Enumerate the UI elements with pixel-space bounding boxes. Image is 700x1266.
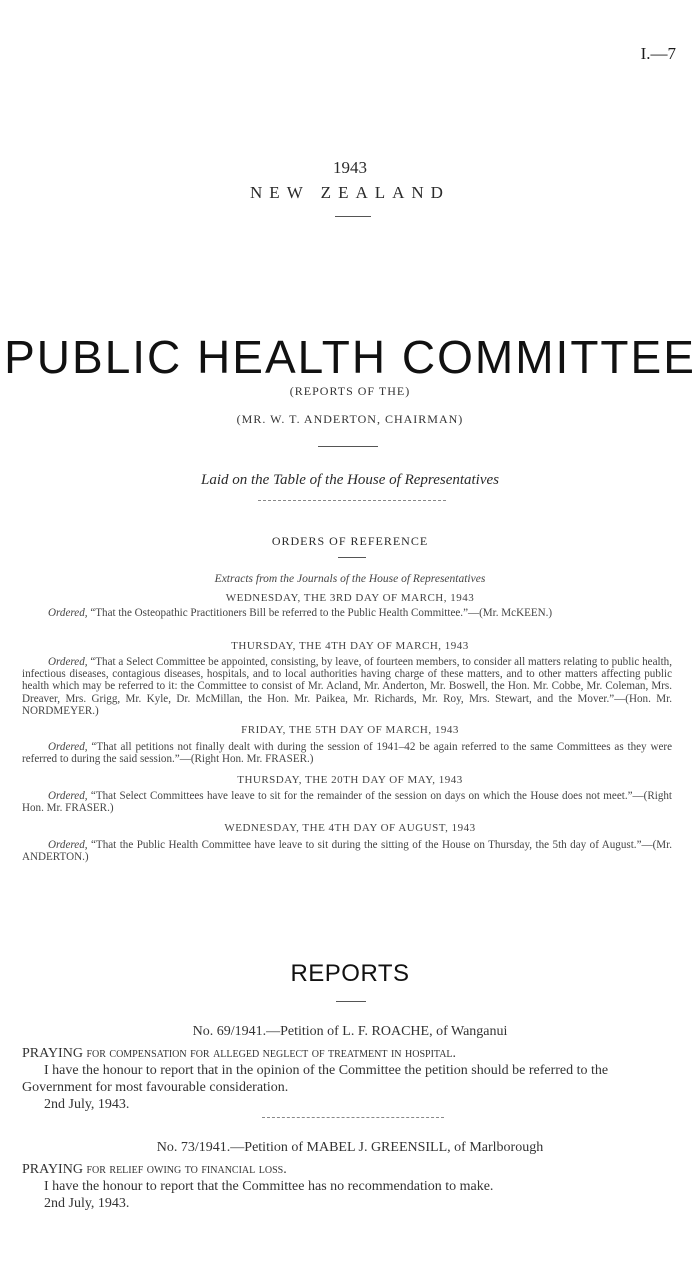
order-date: THURSDAY, THE 20TH DAY OF MAY, 1943 bbox=[237, 774, 463, 786]
chairman-line: (MR. W. T. ANDERTON, CHAIRMAN) bbox=[236, 412, 464, 426]
document-year: 1943 bbox=[333, 158, 367, 177]
divider bbox=[335, 216, 371, 217]
order-date: WEDNESDAY, THE 4TH DAY OF AUGUST, 1943 bbox=[224, 822, 476, 834]
divider bbox=[318, 446, 378, 447]
order-date: FRIDAY, THE 5TH DAY OF MARCH, 1943 bbox=[241, 724, 459, 736]
petition-praying: PRAYING for relief owing to financial loss. bbox=[22, 1162, 287, 1177]
order-text: Ordered, “That a Select Committee be appointed, consisting, by leave, of fourteen members, to consider all matters relating to public health, infectious diseases, contagious diseases, hospitals, and to local authorities having charge of these matters, and to other matters affecting public health which may be referred to it: the Committee to consist of Mr. Acland, Mr. Anderton, Mr. Boswell, the Hon. Mr. Cobbe, Mr. Coleman, Mrs. Dreaver, Mrs. Grigg, Mr. Kyle, Dr. McMillan, the Hon. Mr. Paikea, Mr. Richards, Mr. Roy, Mrs. Stewart, and the Mover.”—(Hon. Mr. NORDMEYER.) bbox=[22, 656, 672, 717]
petition-report: I have the honour to report that the Committee has no recommendation to make. bbox=[44, 1179, 494, 1194]
divider bbox=[336, 1001, 366, 1002]
order-date: THURSDAY, THE 4TH DAY OF MARCH, 1943 bbox=[231, 640, 469, 652]
order-text: Ordered, “That Select Committees have leave to sit for the remainder of the session on days on which the House does not meet.”—(Right Hon. Mr. FRASER.) bbox=[22, 790, 672, 815]
order-date: WEDNESDAY, THE 3RD DAY OF MARCH, 1943 bbox=[225, 592, 475, 604]
orders-heading: ORDERS OF REFERENCE bbox=[271, 534, 429, 548]
dotted-divider bbox=[258, 500, 446, 501]
petition-date: 2nd July, 1943. bbox=[44, 1196, 130, 1211]
order-text: Ordered, “That all petitions not finally dealt with during the session of 1941–42 be again referred to the same Committees as they were referred to during the said session.”—(Right Hon. Mr. FRASER.) bbox=[22, 741, 672, 766]
dotted-divider bbox=[262, 1117, 444, 1118]
petition-heading: No. 69/1941.—Petition of L. F. ROACHE, of Wanganui bbox=[192, 1024, 508, 1039]
reports-heading: REPORTS bbox=[290, 960, 410, 987]
document-country: NEW ZEALAND bbox=[250, 183, 450, 202]
petition-body bbox=[22, 1161, 672, 1212]
document-subtitle: (REPORTS OF THE) bbox=[289, 384, 411, 398]
petition-date: 2nd July, 1943. bbox=[44, 1097, 130, 1112]
extracts-line: Extracts from the Journals of the House of Representatives bbox=[214, 573, 486, 585]
petition-report: I have the honour to report that in the opinion of the Committee the petition should be referred to the Government for most favourable consideration. bbox=[22, 1063, 609, 1095]
document-title: PUBLIC HEALTH COMMITTEE bbox=[4, 331, 696, 383]
order-text: Ordered, “That the Osteopathic Practitioners Bill be referred to the Public Health Committee.”—(Mr. McKEEN.) bbox=[48, 607, 553, 619]
petition-praying: PRAYING for compensation for alleged neglect of treatment in hospital. bbox=[22, 1046, 457, 1061]
order-text: Ordered, “That the Public Health Committee have leave to sit during the sitting of the House on Thursday, the 5th day of August.”—(Mr. ANDERTON.) bbox=[22, 839, 672, 864]
laid-on-table: Laid on the Table of the House of Representatives bbox=[200, 472, 500, 488]
petition-body bbox=[22, 1045, 672, 1113]
page-reference: I.—7 bbox=[640, 44, 676, 63]
petition-heading: No. 73/1941.—Petition of MABEL J. GREENSILL, of Marlborough bbox=[156, 1140, 544, 1155]
divider bbox=[338, 557, 366, 558]
